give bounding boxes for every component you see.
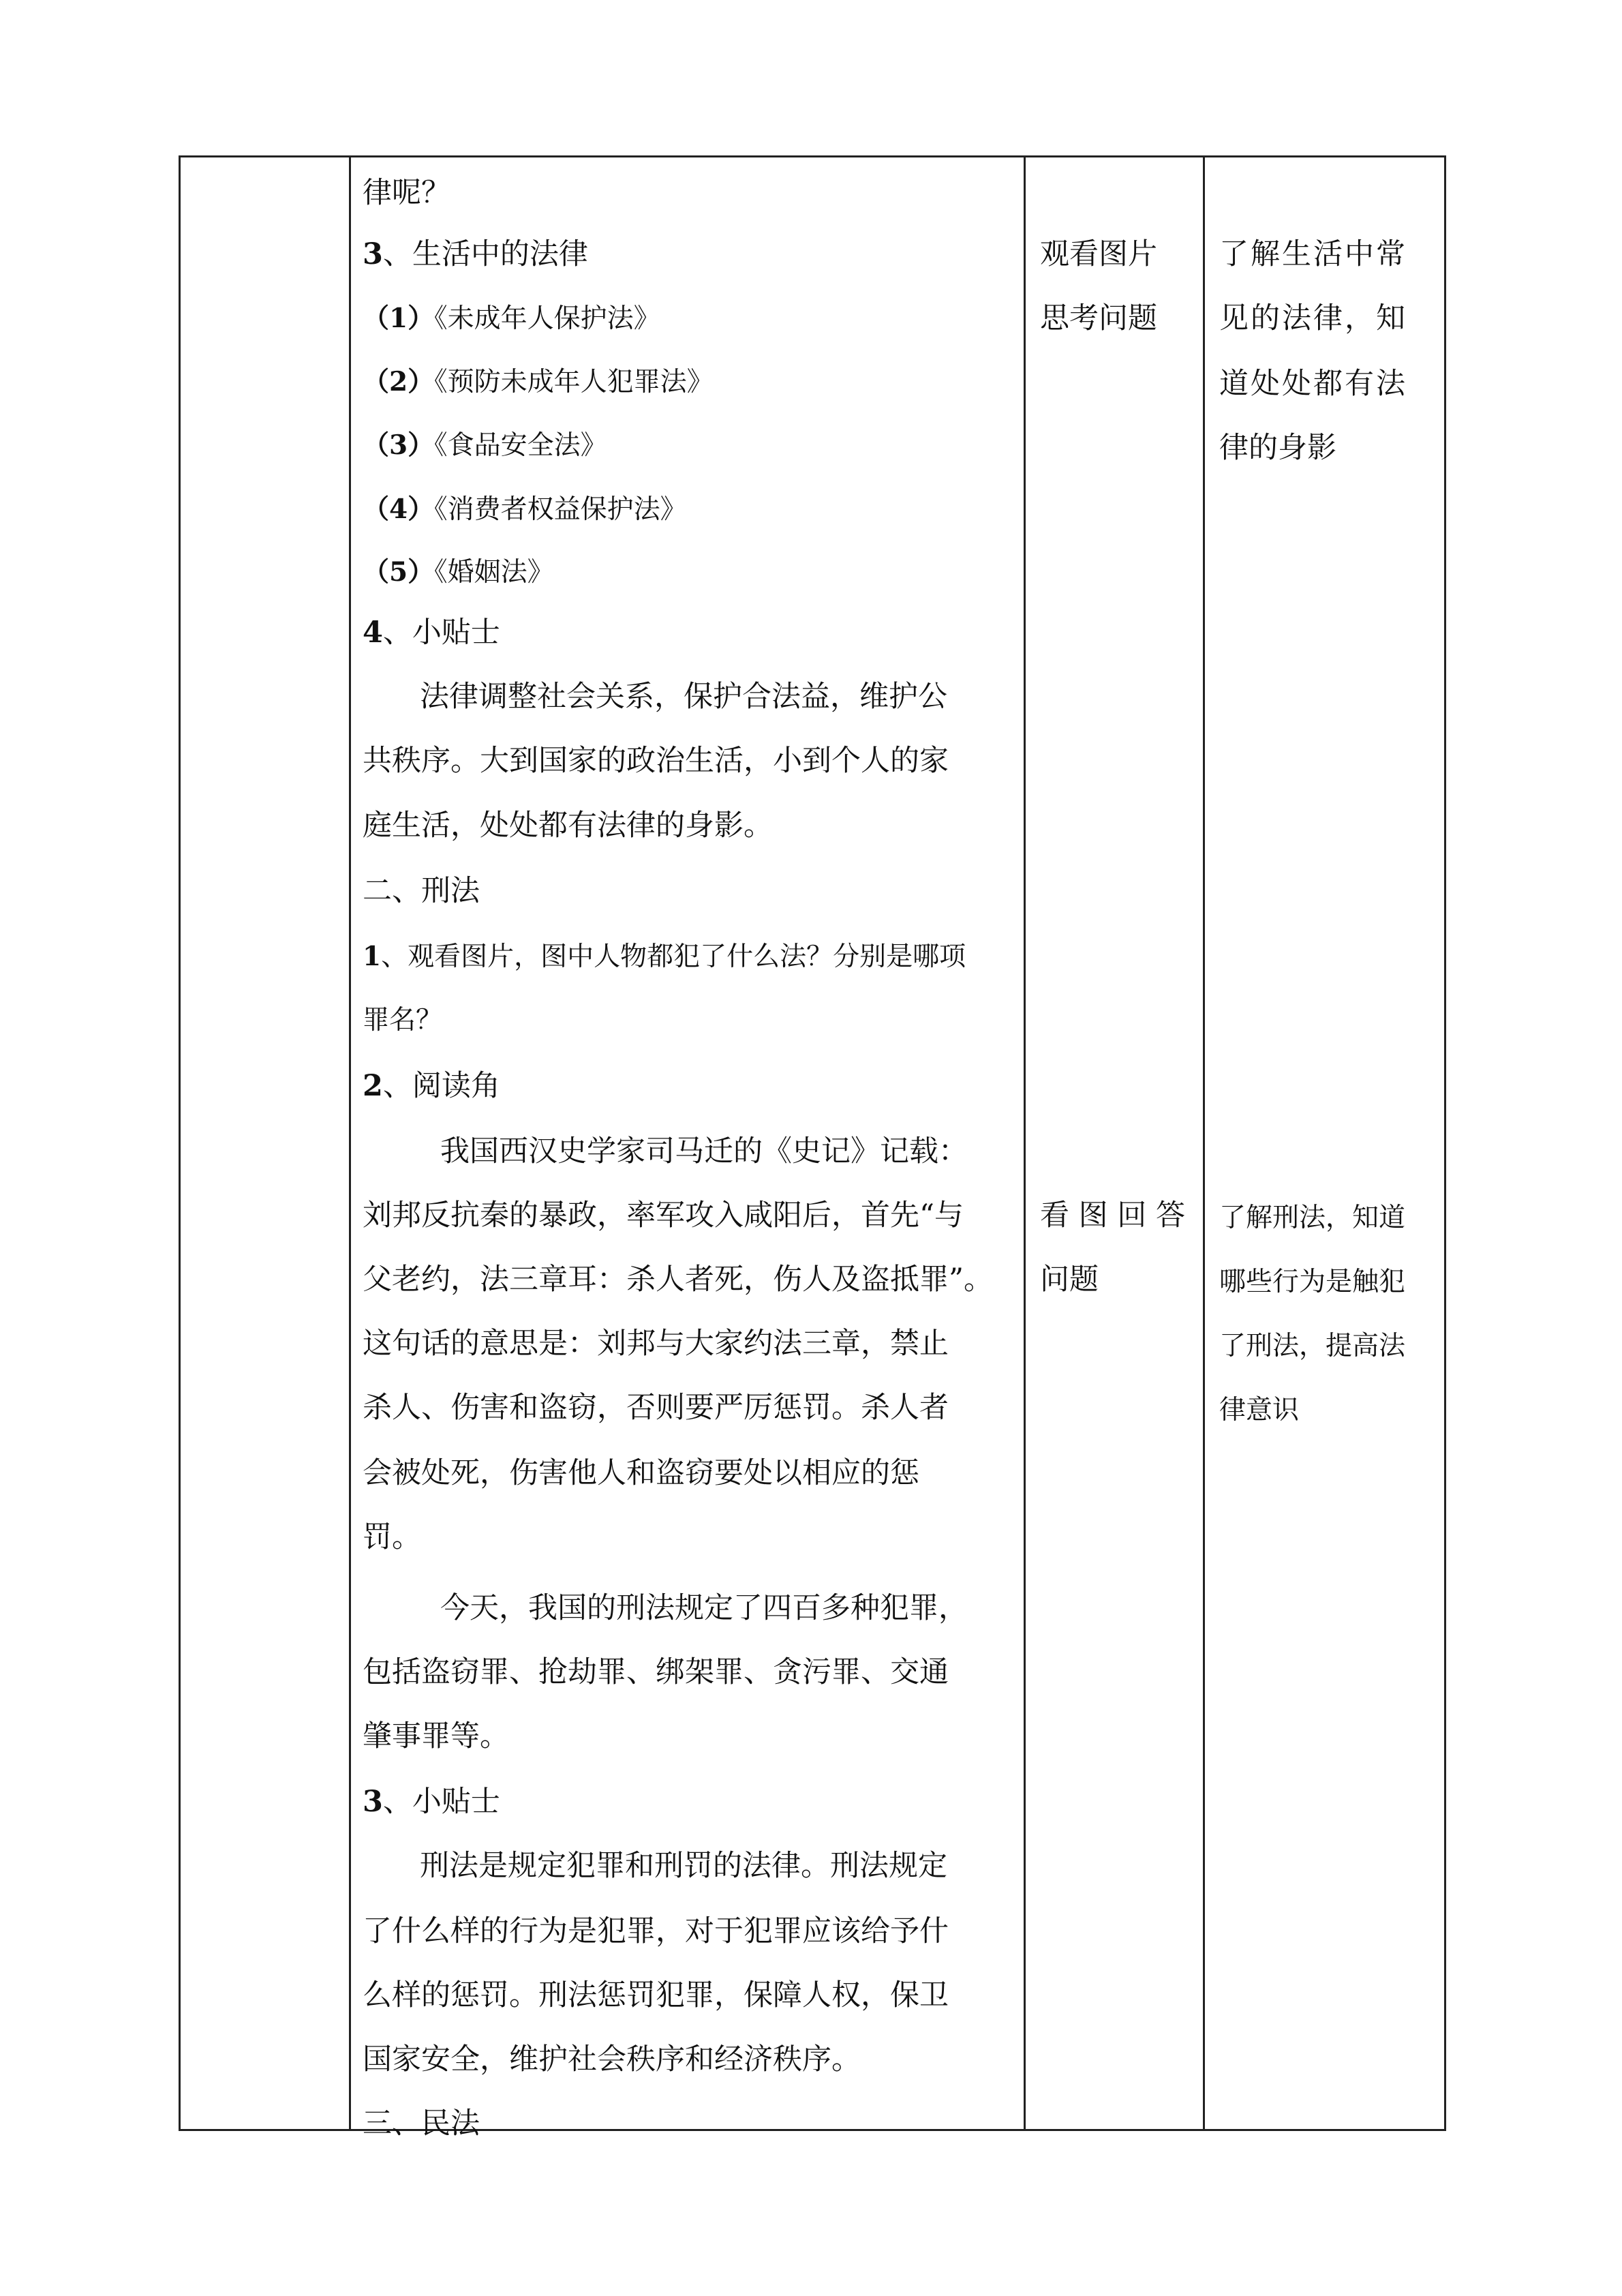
law-item: （1）《未成年人保护法》 [363,303,660,334]
purpose-line: 见的法律，知 [1219,301,1407,335]
teaching-content-cell [349,157,1024,2141]
text-line: 国家安全，维护社会秩序和经济秩序。 [363,2042,861,2076]
empty-column-cell [181,157,349,2129]
purpose-line: 律意识 [1219,1395,1300,1425]
section-heading: 3、生活中的法律 [363,237,588,271]
text-line: 罚。 [363,1520,421,1554]
text-line: 肇事罪等。 [363,1719,509,1753]
question-line: 罪名？ [363,1005,443,1036]
purpose-line: 了刑法，提高法 [1219,1331,1406,1361]
design-purpose-cell [1203,157,1448,2129]
purpose-line: 了解刑法，知道 [1219,1203,1406,1233]
text-line: 共秩序。大到国家的政治生活，小到个人的家 [363,744,949,778]
text-line: 么样的惩罚。刑法惩罚犯罪，保障人权，保卫 [363,1978,949,2012]
section-heading: 2、阅读角 [363,1069,500,1103]
lesson-table [179,155,1446,2141]
question-line: 1、观看图片，图中人物都犯了什么法？分别是哪项 [363,941,966,972]
text-line: 庭生活，处处都有法律的身影。 [363,809,773,843]
purpose-line: 律的身影 [1219,431,1336,465]
activity-line: 问题 [1040,1263,1099,1297]
purpose-line: 了解生活中常 [1219,237,1407,271]
text-line: 包括盗窃罪、抢劫罪、绑架罪、贪污罪、交通 [363,1655,949,1689]
part-heading: 三、民法 [363,2106,480,2141]
text-line: 父老约，法三章耳：杀人者死，伤人及盗抵罪”。 [363,1263,993,1297]
part-heading: 二、刑法 [363,874,480,908]
activity-line: 看 图 回 答 [1040,1198,1186,1233]
student-activity-cell [1024,157,1203,2129]
law-item: （2）《预防未成年人犯罪法》 [363,366,714,397]
law-item: （4）《消费者权益保护法》 [363,494,687,525]
law-item: （3）《食品安全法》 [363,429,607,461]
activity-line: 思考问题 [1040,301,1157,335]
purpose-line: 哪些行为是触犯 [1219,1267,1406,1297]
law-item: （5）《婚姻法》 [363,556,554,588]
text-line: 杀人、伤害和盗窃，否则要严厉惩罚。杀人者 [363,1391,949,1425]
text-line: 今天，我国的刑法规定了四百多种犯罪， [440,1591,968,1625]
text-line: 刘邦反抗秦的暴政，率军攻入咸阳后，首先“与 [363,1198,964,1233]
text-line: 这句话的意思是：刘邦与大家约法三章，禁止 [363,1327,949,1361]
text-line: 法律调整社会关系，保护合法益，维护公 [420,680,947,714]
text-line: 刑法是规定犯罪和刑罚的法律。刑法规定 [420,1849,947,1883]
section-heading: 3、小贴士 [363,1785,500,1819]
text-line: 我国西汉史学家司马迁的《史记》记载： [440,1134,968,1168]
activity-line: 观看图片 [1040,237,1157,271]
text-line: 了什么样的行为是犯罪，对于犯罪应该给予什 [363,1914,949,1948]
purpose-line: 道处处都有法 [1219,367,1407,401]
section-heading: 4、小贴士 [363,616,500,650]
text-line: 律呢？ [363,176,450,210]
text-line: 会被处死，伤害他人和盗窃要处以相应的惩 [363,1456,919,1490]
